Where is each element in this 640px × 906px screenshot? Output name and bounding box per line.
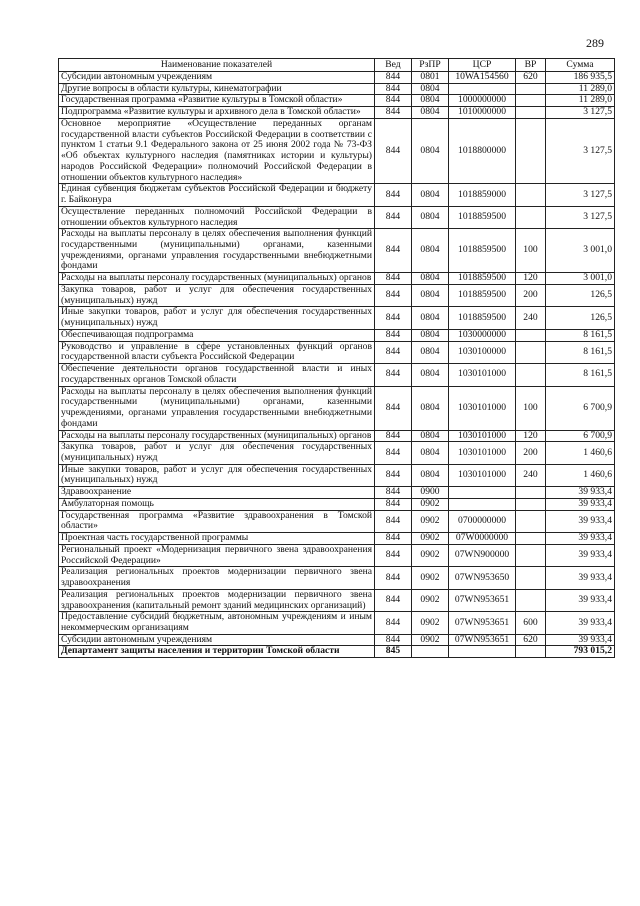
cell-ved: 844 <box>375 341 412 363</box>
cell-rzpr: 0902 <box>412 589 449 611</box>
cell-rzpr <box>412 646 449 658</box>
table-row <box>59 442 615 464</box>
cell-name: Государственная программа «Развитие культуры в Томской области» <box>59 95 375 107</box>
cell-sum: 6 700,9 <box>546 430 615 442</box>
cell-rzpr: 0804 <box>412 83 449 95</box>
cell-rzpr: 0804 <box>412 386 449 430</box>
cell-sum: 11 289,0 <box>546 83 615 95</box>
cell-rzpr: 0902 <box>412 533 449 545</box>
cell-ved: 844 <box>375 567 412 589</box>
cell-name: Закупка товаров, работ и услуг для обеспечения государственных (муниципальных) нужд <box>59 284 375 306</box>
cell-ved: 844 <box>375 307 412 329</box>
table-row <box>59 329 615 341</box>
table-row <box>59 95 615 107</box>
cell-csr: 1030100000 <box>449 341 516 363</box>
cell-vr: 200 <box>516 442 546 464</box>
header-vr: ВР <box>516 59 546 72</box>
cell-rzpr: 0804 <box>412 273 449 285</box>
cell-csr: 1018859500 <box>449 284 516 306</box>
table-row <box>59 589 615 611</box>
table-row <box>59 341 615 363</box>
table-row <box>59 364 615 386</box>
table-row <box>59 510 615 532</box>
cell-name: Амбулаторная помощь <box>59 498 375 510</box>
cell-csr: 1018859500 <box>449 273 516 285</box>
cell-name: Субсидии автономным учреждениям <box>59 634 375 646</box>
cell-ved: 844 <box>375 487 412 499</box>
cell-sum: 186 935,5 <box>546 72 615 84</box>
cell-sum: 3 127,5 <box>546 118 615 183</box>
cell-vr <box>516 341 546 363</box>
cell-sum: 39 933,4 <box>546 487 615 499</box>
table-row <box>59 72 615 84</box>
cell-sum: 39 933,4 <box>546 634 615 646</box>
cell-ved: 844 <box>375 329 412 341</box>
cell-csr: 07WN953651 <box>449 612 516 634</box>
cell-rzpr: 0804 <box>412 442 449 464</box>
cell-rzpr: 0902 <box>412 634 449 646</box>
cell-rzpr: 0804 <box>412 307 449 329</box>
cell-rzpr: 0804 <box>412 284 449 306</box>
cell-csr: 1030101000 <box>449 442 516 464</box>
cell-name: Подпрограмма «Развитие культуры и архивного дела в Томской области» <box>59 107 375 119</box>
table-row <box>59 386 615 430</box>
cell-name: Реализация региональных проектов модернизации первичного звена здравоохранения (капитальный ремонт зданий медицинских организаций) <box>59 589 375 611</box>
cell-name: Обеспечивающая подпрограмма <box>59 329 375 341</box>
cell-ved: 844 <box>375 184 412 206</box>
cell-vr <box>516 487 546 499</box>
cell-name: Расходы на выплаты персоналу государственных (муниципальных) органов <box>59 273 375 285</box>
table-row <box>59 487 615 499</box>
cell-sum: 39 933,4 <box>546 612 615 634</box>
cell-rzpr: 0804 <box>412 329 449 341</box>
cell-sum: 39 933,4 <box>546 589 615 611</box>
cell-vr: 100 <box>516 386 546 430</box>
cell-sum: 3 001,0 <box>546 229 615 273</box>
cell-rzpr: 0804 <box>412 430 449 442</box>
cell-csr: 1000000000 <box>449 95 516 107</box>
cell-ved: 844 <box>375 612 412 634</box>
cell-csr: 1030101000 <box>449 386 516 430</box>
cell-ved: 844 <box>375 284 412 306</box>
cell-csr: 1018859500 <box>449 229 516 273</box>
cell-sum: 8 161,5 <box>546 329 615 341</box>
cell-name: Предоставление субсидий бюджетным, автономным учреждениям и иным некоммерческим организациям <box>59 612 375 634</box>
cell-ved: 844 <box>375 510 412 532</box>
cell-vr <box>516 364 546 386</box>
cell-csr: 1018859000 <box>449 184 516 206</box>
cell-vr <box>516 206 546 228</box>
cell-sum: 39 933,4 <box>546 533 615 545</box>
cell-csr: 1018859500 <box>449 307 516 329</box>
budget-table <box>58 58 615 658</box>
cell-name: Закупка товаров, работ и услуг для обеспечения государственных (муниципальных) нужд <box>59 442 375 464</box>
cell-vr: 620 <box>516 634 546 646</box>
cell-csr: 0700000000 <box>449 510 516 532</box>
cell-sum: 3 127,5 <box>546 184 615 206</box>
cell-rzpr: 0902 <box>412 612 449 634</box>
cell-rzpr: 0804 <box>412 184 449 206</box>
cell-sum: 6 700,9 <box>546 386 615 430</box>
cell-vr: 100 <box>516 229 546 273</box>
cell-name: Иные закупки товаров, работ и услуг для обеспечения государственных (муниципальных) нужд <box>59 307 375 329</box>
cell-csr <box>449 83 516 95</box>
cell-rzpr: 0804 <box>412 364 449 386</box>
cell-vr: 200 <box>516 284 546 306</box>
cell-sum: 126,5 <box>546 284 615 306</box>
cell-sum: 3 001,0 <box>546 273 615 285</box>
cell-rzpr: 0902 <box>412 544 449 566</box>
cell-csr: 10WA154560 <box>449 72 516 84</box>
cell-csr <box>449 646 516 658</box>
table-row <box>59 634 615 646</box>
cell-rzpr: 0804 <box>412 341 449 363</box>
cell-vr: 600 <box>516 612 546 634</box>
cell-ved: 844 <box>375 442 412 464</box>
cell-rzpr: 0804 <box>412 107 449 119</box>
cell-rzpr: 0804 <box>412 464 449 486</box>
cell-sum: 793 015,2 <box>546 646 615 658</box>
cell-vr <box>516 329 546 341</box>
table-row <box>59 284 615 306</box>
header-name: Наименование показателей <box>59 59 375 72</box>
cell-vr <box>516 544 546 566</box>
cell-csr: 07WN900000 <box>449 544 516 566</box>
cell-rzpr: 0804 <box>412 95 449 107</box>
cell-ved: 844 <box>375 95 412 107</box>
cell-name: Реализация региональных проектов модернизации первичного звена здравоохранения <box>59 567 375 589</box>
cell-rzpr: 0801 <box>412 72 449 84</box>
header-sum: Сумма <box>546 59 615 72</box>
table-row <box>59 107 615 119</box>
cell-csr: 07WN953650 <box>449 567 516 589</box>
cell-name: Другие вопросы в области культуры, кинематографии <box>59 83 375 95</box>
cell-sum: 3 127,5 <box>546 107 615 119</box>
cell-name: Здравоохранение <box>59 487 375 499</box>
cell-csr: 1018800000 <box>449 118 516 183</box>
cell-csr <box>449 498 516 510</box>
cell-sum: 39 933,4 <box>546 498 615 510</box>
table-row <box>59 498 615 510</box>
table-row <box>59 646 615 658</box>
cell-ved: 844 <box>375 364 412 386</box>
cell-sum: 39 933,4 <box>546 510 615 532</box>
cell-name: Обеспечение деятельности органов государственной власти и иных государственных органов Томской области <box>59 364 375 386</box>
cell-vr: 120 <box>516 273 546 285</box>
cell-csr: 1010000000 <box>449 107 516 119</box>
cell-sum: 1 460,6 <box>546 442 615 464</box>
cell-csr <box>449 487 516 499</box>
table-row <box>59 273 615 285</box>
cell-ved: 844 <box>375 72 412 84</box>
cell-rzpr: 0902 <box>412 510 449 532</box>
cell-csr: 1030101000 <box>449 364 516 386</box>
cell-ved: 844 <box>375 589 412 611</box>
header-ved: Вед <box>375 59 412 72</box>
cell-csr: 07W0000000 <box>449 533 516 545</box>
cell-csr: 1030101000 <box>449 464 516 486</box>
header-rzpr: РзПР <box>412 59 449 72</box>
cell-vr <box>516 107 546 119</box>
cell-vr <box>516 533 546 545</box>
cell-name: Единая субвенция бюджетам субъектов Российской Федерации и бюджету г. Байконура <box>59 184 375 206</box>
table-row <box>59 430 615 442</box>
table-row <box>59 118 615 183</box>
cell-name: Иные закупки товаров, работ и услуг для обеспечения государственных (муниципальных) нужд <box>59 464 375 486</box>
cell-name: Расходы на выплаты персоналу в целях обеспечения выполнения функций государственными (муниципальными) органами, казенными учреждениями, органами управления государственными внебюджетными фондами <box>59 386 375 430</box>
cell-ved: 844 <box>375 533 412 545</box>
cell-sum: 8 161,5 <box>546 341 615 363</box>
cell-sum: 39 933,4 <box>546 567 615 589</box>
cell-sum: 1 460,6 <box>546 464 615 486</box>
cell-vr: 240 <box>516 307 546 329</box>
cell-sum: 39 933,4 <box>546 544 615 566</box>
page-number: 289 <box>586 36 604 50</box>
cell-csr: 1030000000 <box>449 329 516 341</box>
cell-name: Субсидии автономным учреждениям <box>59 72 375 84</box>
cell-name: Расходы на выплаты персоналу государственных (муниципальных) органов <box>59 430 375 442</box>
cell-ved: 844 <box>375 544 412 566</box>
cell-ved: 844 <box>375 386 412 430</box>
table-row <box>59 83 615 95</box>
cell-vr <box>516 589 546 611</box>
cell-csr: 07WN953651 <box>449 589 516 611</box>
cell-sum: 3 127,5 <box>546 206 615 228</box>
cell-vr <box>516 510 546 532</box>
cell-name: Основное мероприятие «Осуществление переданных органам государственной власти субъектов Российской Федерации в соответствии с пунктом 1 статьи 9.1 Федерального закона от 25 июня 2002 года № 73-ФЗ «Об объектах культурного наследия (памятниках истории и культуры) народов Российской Федерации» полномочий Российской Федерации в отношении объектов культурного наследия» <box>59 118 375 183</box>
header-csr: ЦСР <box>449 59 516 72</box>
cell-vr <box>516 498 546 510</box>
table-row <box>59 612 615 634</box>
cell-csr: 1030101000 <box>449 430 516 442</box>
cell-vr <box>516 646 546 658</box>
cell-vr <box>516 83 546 95</box>
cell-sum: 8 161,5 <box>546 364 615 386</box>
cell-vr <box>516 95 546 107</box>
cell-ved: 844 <box>375 107 412 119</box>
cell-rzpr: 0804 <box>412 118 449 183</box>
cell-ved: 844 <box>375 229 412 273</box>
cell-name: Департамент защиты населения и территории Томской области <box>59 646 375 658</box>
cell-vr: 620 <box>516 72 546 84</box>
table-row <box>59 464 615 486</box>
cell-csr: 1018859500 <box>449 206 516 228</box>
table-row <box>59 206 615 228</box>
table-row <box>59 307 615 329</box>
cell-ved: 844 <box>375 634 412 646</box>
table-row <box>59 544 615 566</box>
cell-vr: 120 <box>516 430 546 442</box>
cell-name: Государственная программа «Развитие здравоохранения в Томской области» <box>59 510 375 532</box>
cell-rzpr: 0902 <box>412 567 449 589</box>
cell-rzpr: 0804 <box>412 206 449 228</box>
cell-vr <box>516 184 546 206</box>
cell-name: Руководство и управление в сфере установленных функций органов государственной власти субъекта Российской Федерации <box>59 341 375 363</box>
cell-sum: 126,5 <box>546 307 615 329</box>
cell-name: Проектная часть государственной программы <box>59 533 375 545</box>
cell-ved: 844 <box>375 464 412 486</box>
cell-ved: 844 <box>375 83 412 95</box>
table-row <box>59 229 615 273</box>
cell-name: Региональный проект «Модернизация первичного звена здравоохранения Российской Федерации» <box>59 544 375 566</box>
cell-name: Осуществление переданных полномочий Российской Федерации в отношении объектов культурного наследия <box>59 206 375 228</box>
cell-ved: 844 <box>375 118 412 183</box>
cell-rzpr: 0804 <box>412 229 449 273</box>
cell-ved: 844 <box>375 273 412 285</box>
cell-ved: 844 <box>375 430 412 442</box>
cell-vr: 240 <box>516 464 546 486</box>
table-row <box>59 533 615 545</box>
table-row <box>59 567 615 589</box>
table-row <box>59 184 615 206</box>
cell-ved: 844 <box>375 206 412 228</box>
cell-ved: 844 <box>375 498 412 510</box>
cell-vr <box>516 118 546 183</box>
cell-csr: 07WN953651 <box>449 634 516 646</box>
cell-rzpr: 0902 <box>412 498 449 510</box>
cell-sum: 11 289,0 <box>546 95 615 107</box>
cell-name: Расходы на выплаты персоналу в целях обеспечения выполнения функций государственными (муниципальными) органами, казенными учреждениями, органами управления государственными внебюджетными фондами <box>59 229 375 273</box>
cell-rzpr: 0900 <box>412 487 449 499</box>
cell-ved: 845 <box>375 646 412 658</box>
table-header-row <box>59 59 615 72</box>
cell-vr <box>516 567 546 589</box>
